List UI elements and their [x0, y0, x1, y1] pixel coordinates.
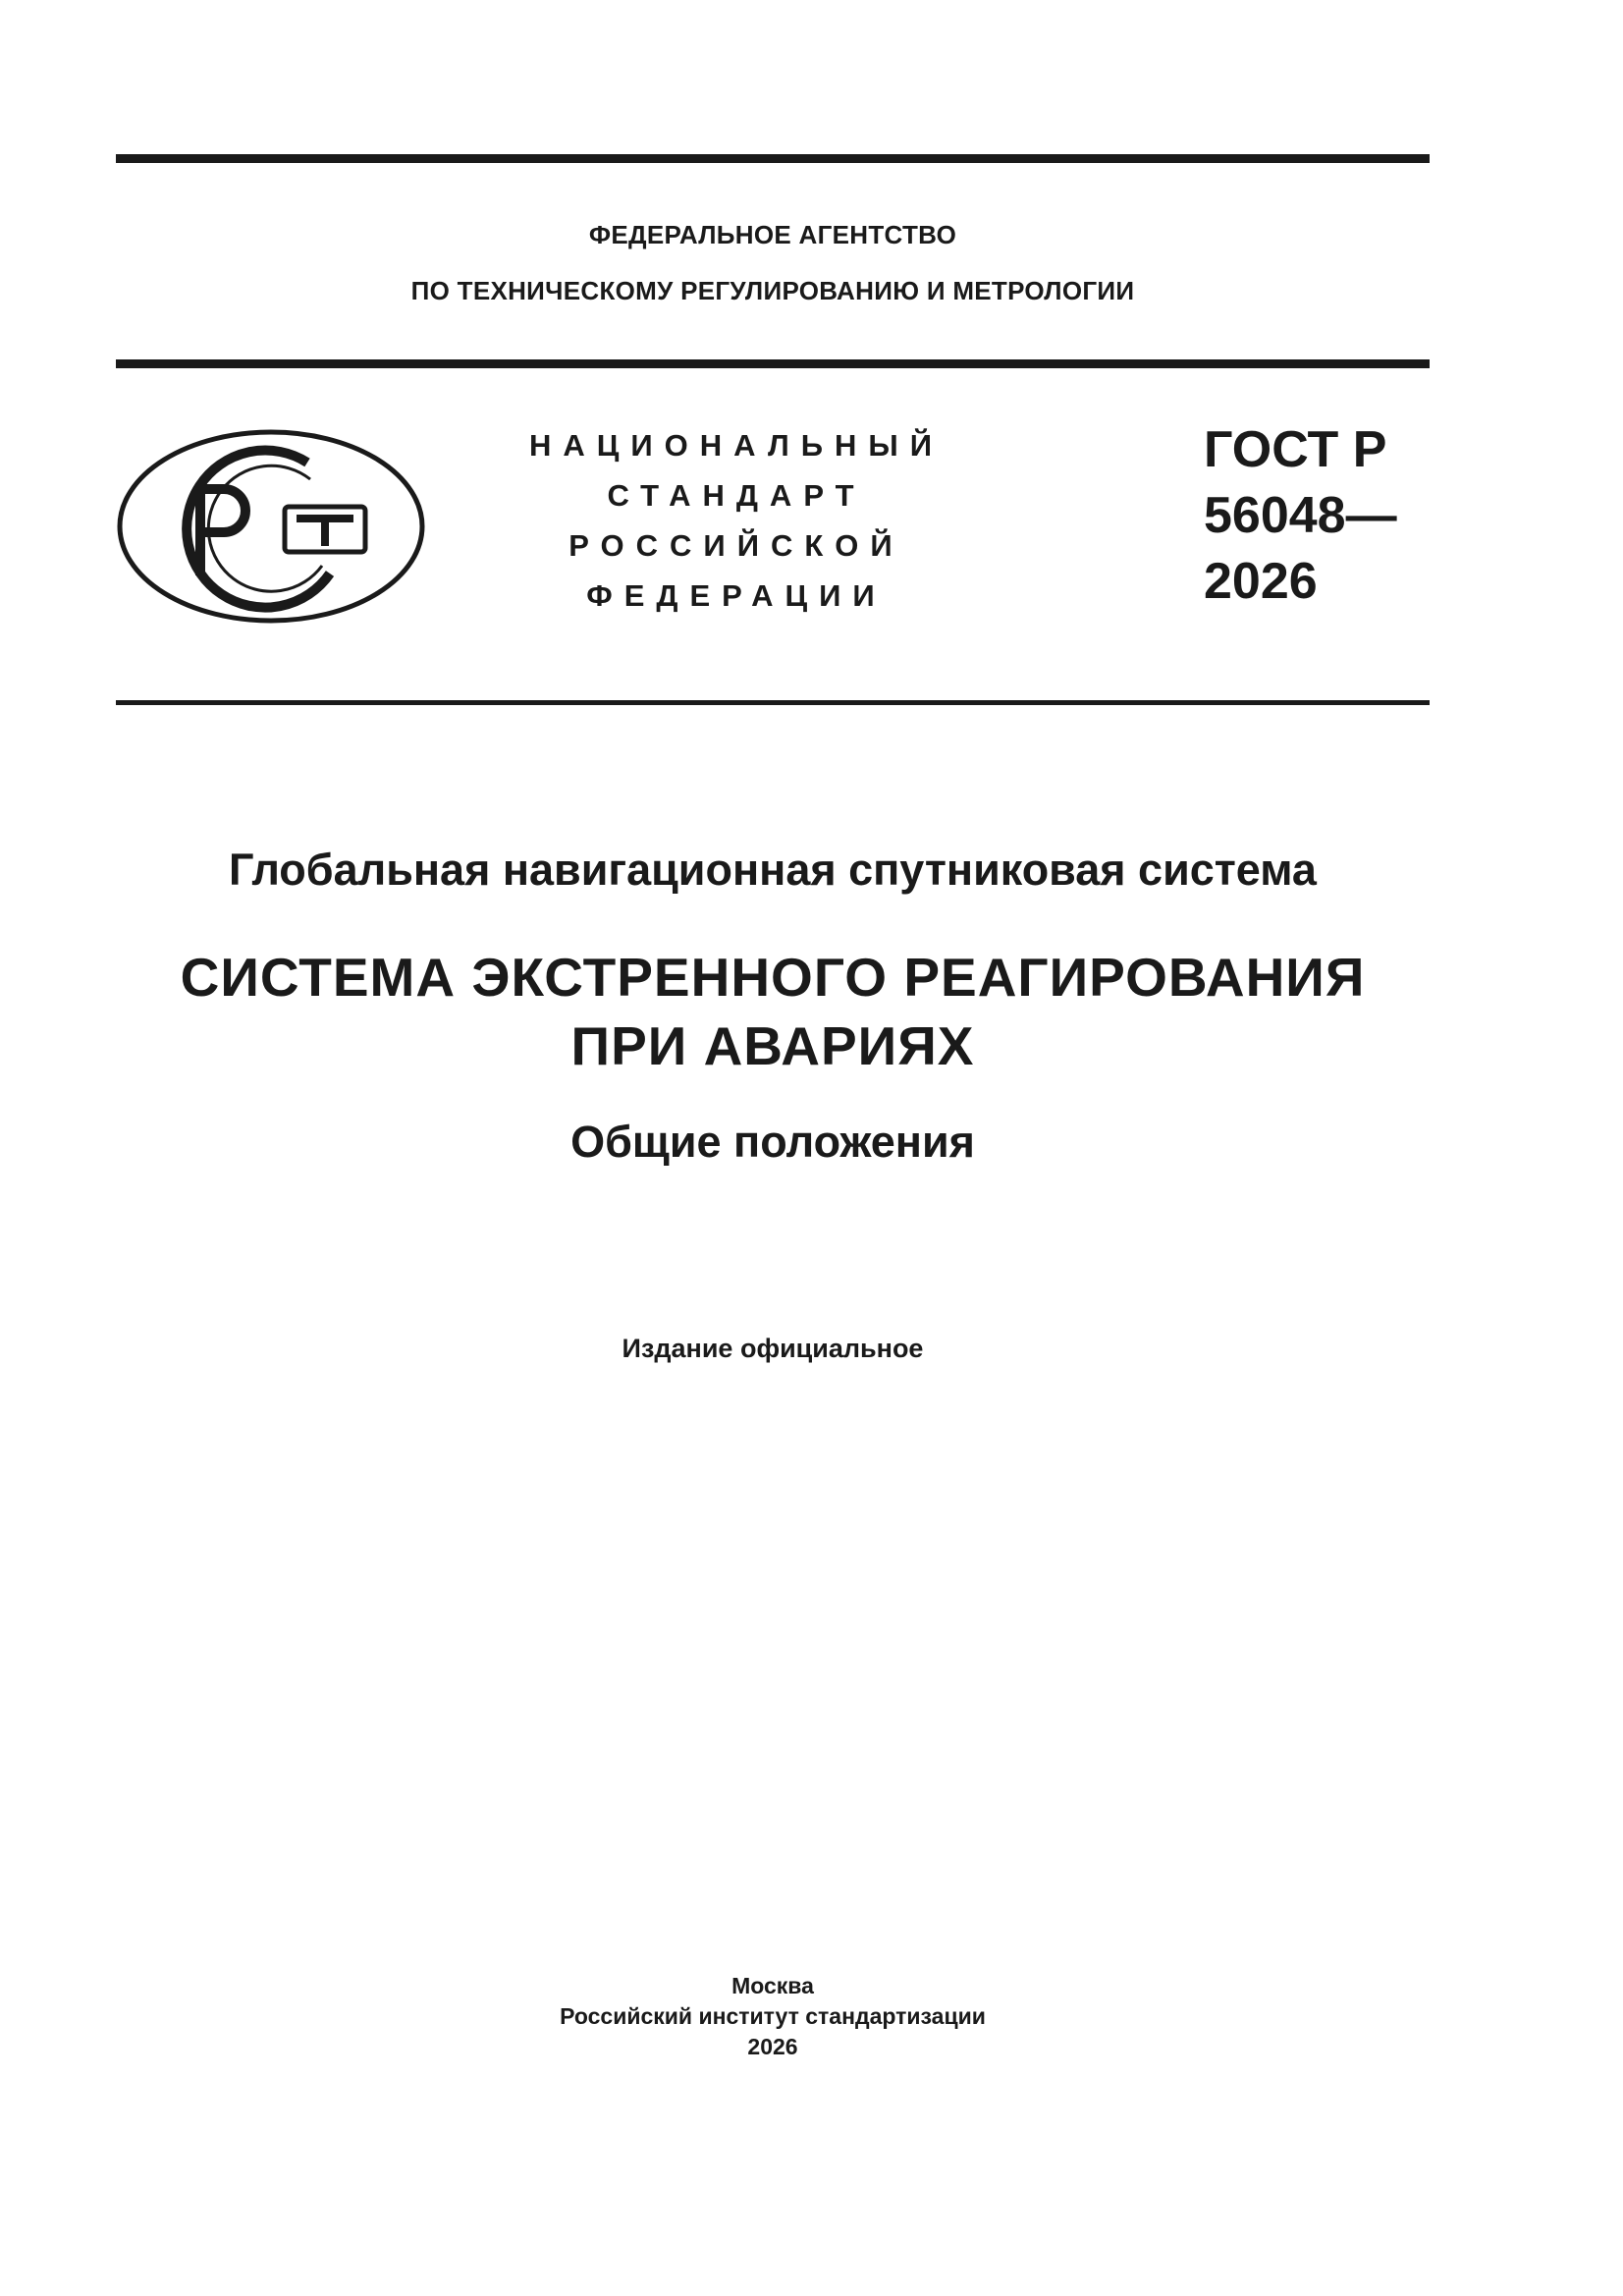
- gost-line: ГОСТ Р: [1204, 421, 1387, 478]
- rst-certification-logo-icon: [116, 428, 426, 625]
- document-part-title: Общие положения: [570, 1117, 975, 1167]
- publisher-city: Москва: [731, 1973, 814, 1998]
- header-rule: [116, 359, 1430, 368]
- national-standard-line: НАЦИОНАЛЬНЫЙ: [528, 428, 945, 463]
- edition-label: Издание официальное: [622, 1334, 924, 1363]
- document-title-line: СИСТЕМА ЭКСТРЕННОГО РЕАГИРОВАНИЯ: [180, 947, 1366, 1008]
- agency-line-1: ФЕДЕРАЛЬНОЕ АГЕНТСТВО: [588, 220, 957, 249]
- gost-designation: [1204, 417, 1397, 615]
- gost-line: 56048—: [1204, 487, 1397, 544]
- document-title: [116, 943, 1430, 1080]
- national-standard-line: РОССИЙСКОЙ: [568, 528, 904, 563]
- top-rule: [116, 154, 1430, 163]
- publisher-block: [116, 1971, 1430, 2062]
- document-subtitle: Глобальная навигационная спутниковая система: [229, 845, 1317, 895]
- national-standard-line: ФЕДЕРАЦИИ: [586, 578, 887, 613]
- gost-line: 2026: [1204, 553, 1318, 610]
- document-title-line: ПРИ АВАРИЯХ: [570, 1015, 975, 1076]
- national-standard-block: [461, 420, 1011, 621]
- publisher-year: 2026: [747, 2034, 798, 2059]
- national-standard-line: СТАНДАРТ: [607, 478, 866, 513]
- title-rule: [116, 700, 1430, 705]
- agency-line-2: ПО ТЕХНИЧЕСКОМУ РЕГУЛИРОВАНИЮ И МЕТРОЛОГИИ: [410, 276, 1135, 305]
- publisher-institute: Российский институт стандартизации: [560, 2003, 986, 2029]
